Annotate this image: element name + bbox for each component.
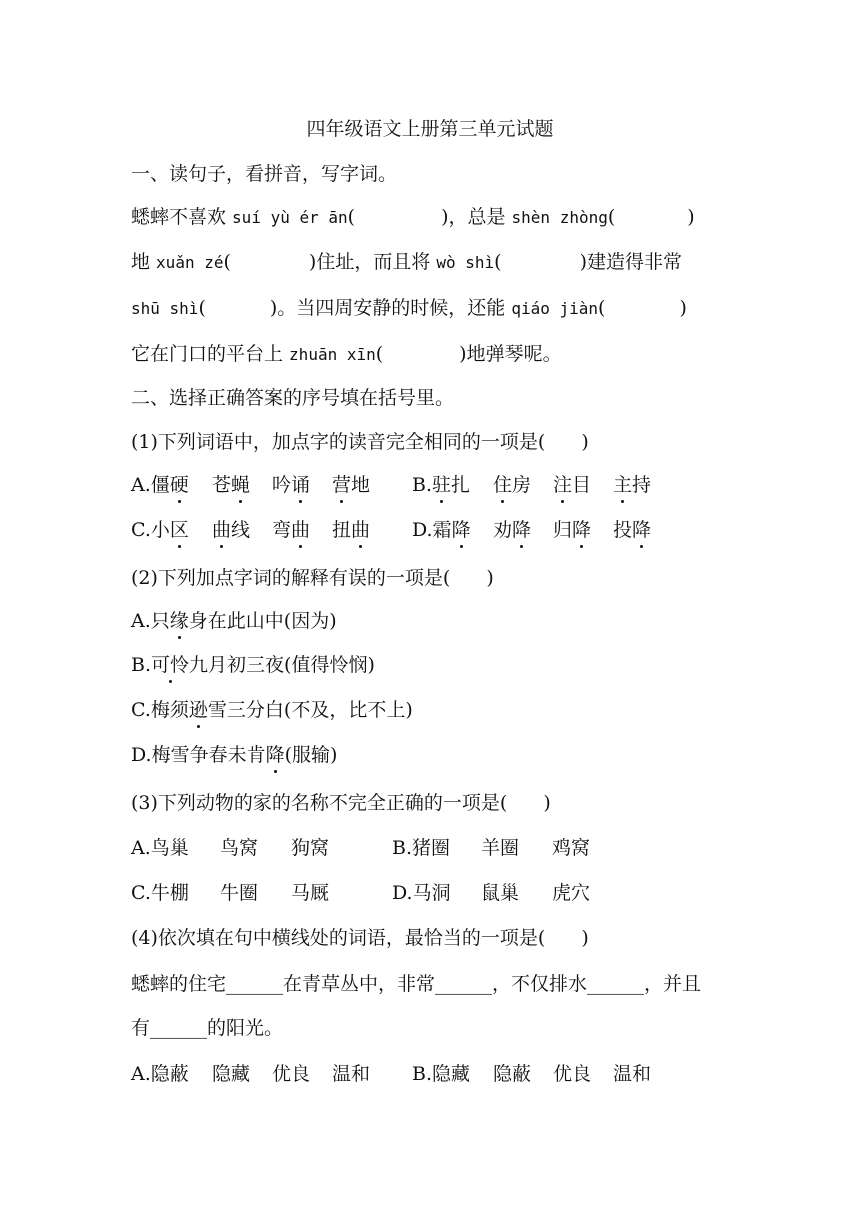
pinyin-text: xuǎn zé [156, 253, 224, 272]
question-2-option-c: C.梅须逊雪三分白(不及，比不上) [131, 696, 760, 724]
question-2-option-b: B.可怜九月初三夜(值得怜悯) [131, 651, 760, 679]
pinyin-line-4: 它在门口的平台上 zhuān xīn( )地弹琴呢。 [131, 343, 562, 365]
option-a-item: 隐藏 [212, 1063, 251, 1085]
option-d-word-2: 劝降 [493, 516, 531, 544]
pinyin-text: zhuān xīn [289, 345, 376, 364]
question-text: (1)下列词语中，加点字的读音完全相同的一项是( [131, 431, 546, 453]
pinyin-text: qiáo jiàn [511, 299, 599, 318]
option-a-item: 狗窝 [291, 837, 330, 859]
option-d-item: D.马洞 [392, 882, 451, 904]
text-segment: 建造得非常 [587, 251, 683, 273]
option-a-word-3: 吟诵 [272, 471, 310, 499]
option-b-word-2: 住房 [493, 471, 531, 499]
text-segment: 地 [131, 251, 157, 273]
option-d-item: 鼠巢 [481, 882, 520, 904]
question-4-sentence-line-2: 有______的阳光。 [131, 1017, 284, 1039]
option-a-word-4: 营地 [332, 471, 370, 499]
pinyin-text: suí yù ér ān [232, 208, 348, 227]
option-b-word-3: 注目 [553, 471, 591, 499]
question-text: (2)下列加点字词的解释有误的一项是( [131, 567, 451, 589]
text-segment: 。当四周安静的时候，还能 [277, 297, 512, 319]
close-paren: ) [581, 927, 589, 949]
option-b-item: 羊圈 [481, 837, 520, 859]
option-a-word-2: 苍蝇 [212, 471, 250, 499]
question-2-option-a: A.只缘身在此山中(因为) [131, 607, 760, 635]
option-a-item: A.鸟巢 [131, 837, 189, 859]
pinyin-line-1: 蟋蟀不喜欢 suí yù ér ān( )，总是 shèn zhòng( ) [131, 206, 695, 228]
option-b-item: B.隐藏 [412, 1063, 471, 1085]
question-2-option-d: D.梅雪争春未肯降(服输) [131, 741, 760, 769]
section1-heading: 一、读句子，看拼音，写字词。 [131, 163, 398, 185]
option-c-word-2: 曲线 [212, 516, 250, 544]
option-b-item: B.猪圈 [392, 837, 451, 859]
option-b-item: 隐蔽 [493, 1063, 532, 1085]
close-paren: ) [581, 431, 589, 453]
question-text: (4)依次填在句中横线处的词语，最恰当的一项是( [131, 927, 546, 949]
option-d-item: 虎穴 [552, 882, 591, 904]
question-1-row-cd [131, 516, 760, 546]
option-c-item: 牛圈 [220, 882, 259, 904]
text-segment: 住址，而且将 [316, 251, 437, 273]
pinyin-line-3: shū shì( )。当四周安静的时候，还能 qiáo jiàn( ) [131, 297, 687, 319]
pinyin-text: shū shì [131, 299, 199, 318]
question-3-row-cd [131, 879, 760, 909]
text-segment: ，总是 [448, 206, 512, 228]
option-a-item: 温和 [332, 1063, 371, 1085]
option-b-item: 鸡窝 [552, 837, 591, 859]
option-c-item: 马厩 [291, 882, 330, 904]
pinyin-text: shèn zhòng [511, 208, 608, 227]
text-segment: 地弹琴呢。 [466, 343, 562, 365]
section2-heading: 二、选择正确答案的序号填在括号里。 [131, 387, 455, 409]
close-paren: ) [486, 567, 494, 589]
option-d-word-1: D.霜降 [412, 516, 471, 544]
question-4-row-ab [131, 1060, 760, 1090]
close-paren: ) [543, 792, 551, 814]
option-b-item: 温和 [613, 1063, 652, 1085]
option-d-word-4: 投降 [613, 516, 651, 544]
text-segment: 蟋蟀不喜欢 [131, 206, 233, 228]
pinyin-text: wò shì [436, 253, 495, 272]
option-a-item: 优良 [272, 1063, 311, 1085]
option-b-word-4: 主持 [613, 471, 651, 499]
option-c-word-1: C.小区 [131, 516, 189, 544]
page-title: 四年级语文上册第三单元试题 [306, 118, 554, 140]
question-1-row-ab [131, 471, 760, 501]
question-2-stem [131, 564, 760, 592]
question-4-stem [131, 924, 760, 952]
question-3-row-ab [131, 834, 760, 864]
option-c-word-4: 扭曲 [332, 516, 370, 544]
option-a-item: A.隐蔽 [131, 1063, 189, 1085]
question-3-stem [131, 789, 760, 817]
pinyin-line-2: 地 xuǎn zé( )住址，而且将 wò shì( )建造得非常 [131, 251, 683, 273]
question-1-stem [131, 428, 760, 456]
option-d-word-3: 归降 [553, 516, 591, 544]
option-a-word-1: A.僵硬 [131, 471, 189, 499]
option-c-word-3: 弯曲 [272, 516, 310, 544]
option-b-word-1: B.驻扎 [412, 471, 470, 499]
option-a-item: 鸟窝 [220, 837, 259, 859]
text-segment: 它在门口的平台上 [131, 343, 290, 365]
option-c-item: C.牛棚 [131, 882, 189, 904]
question-4-sentence-line-1: 蟋蟀的住宅______在青草丛中，非常______，不仅排水______，并且 [131, 973, 702, 995]
question-text: (3)下列动物的家的名称不完全正确的一项是( [131, 792, 508, 814]
option-b-item: 优良 [553, 1063, 592, 1085]
